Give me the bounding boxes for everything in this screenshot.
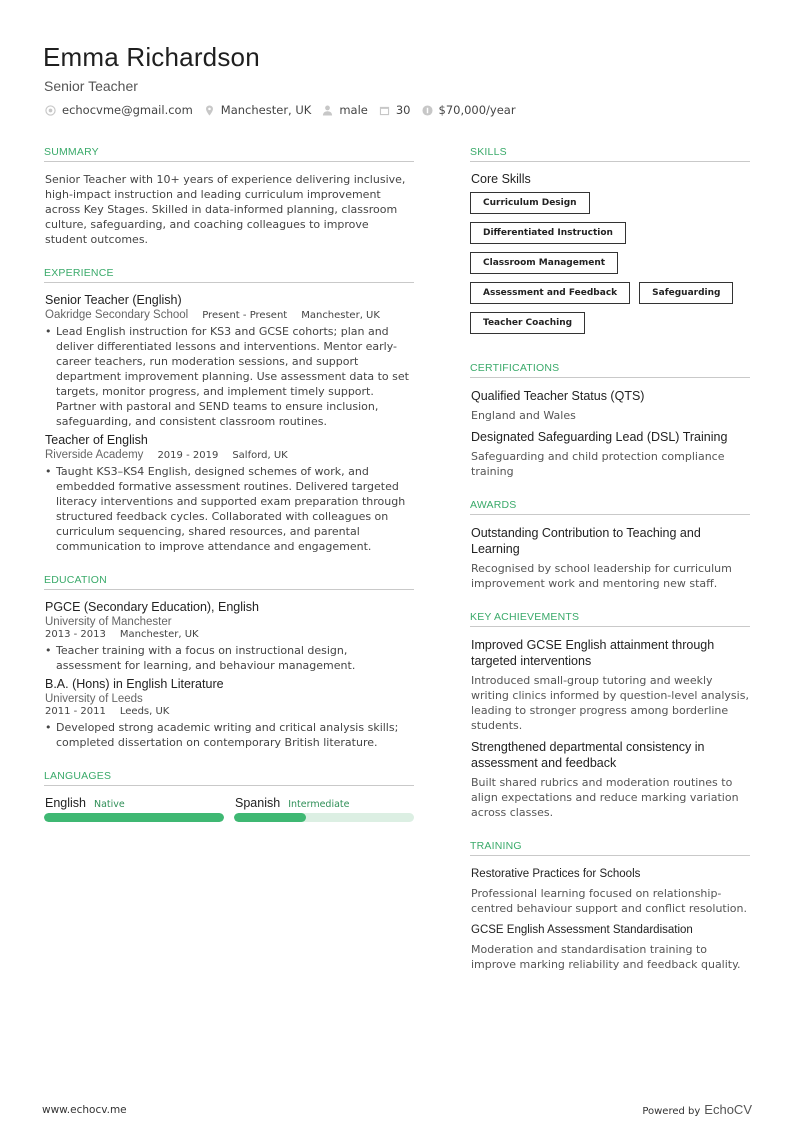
training-heading: TRAINING bbox=[470, 840, 750, 856]
experience-item bbox=[44, 433, 414, 554]
footer-website-link[interactable]: www.echocv.me bbox=[42, 1104, 127, 1116]
education-degree: B.A. (Hons) in English Literature bbox=[45, 677, 224, 691]
salary-coin-icon bbox=[422, 105, 433, 116]
experience-org: Oakridge Secondary School bbox=[45, 309, 189, 321]
job-title: Senior Teacher bbox=[44, 78, 138, 94]
education-item bbox=[44, 677, 414, 750]
skill-chip: Teacher Coaching bbox=[470, 312, 585, 334]
experience-location: Salford, UK bbox=[232, 450, 288, 461]
experience-bullet bbox=[45, 464, 413, 554]
experience-role: Senior Teacher (English) bbox=[45, 293, 182, 307]
award-title: Outstanding Contribution to Teaching and Learning bbox=[471, 526, 701, 556]
experience-bullet-text: Taught KS3–KS4 English, designed schemes of work, and embedded formative assessment routines. Delivered targeted literacy interventions and supported exam preparation through structured feedback cycles. Collaborated with colleagues on curriculum sequencing, shared resources, and parental communication to improve attendance and engagement. bbox=[56, 465, 406, 553]
training-desc: Professional learning focused on relationship-centred behaviour support and conflict resolution. bbox=[471, 887, 747, 915]
education-bullet-text: Developed strong academic writing and critical analysis skills; completed dissertation on contemporary British literature. bbox=[56, 721, 399, 749]
contact-salary bbox=[422, 103, 516, 117]
experience-dates: 2019 - 2019 bbox=[157, 450, 219, 461]
certifications-section bbox=[470, 362, 750, 479]
education-bullet bbox=[45, 720, 413, 750]
education-dates: 2013 - 2013 bbox=[45, 629, 106, 640]
achievement-title: Strengthened departmental consistency in assessment and feedback bbox=[471, 740, 705, 770]
contact-salary-text: $70,000/year bbox=[438, 103, 516, 117]
contact-age-text: 30 bbox=[395, 103, 411, 117]
education-meta bbox=[45, 706, 413, 717]
education-item bbox=[44, 600, 414, 673]
languages-heading: LANGUAGES bbox=[44, 770, 414, 786]
contact-email-text: echocvme@gmail.com bbox=[62, 103, 193, 117]
achievements-section bbox=[470, 611, 750, 820]
language-name: English bbox=[45, 796, 86, 810]
certification-desc: Safeguarding and child protection compliance training bbox=[471, 450, 725, 478]
experience-bullet-text: Lead English instruction for KS3 and GCSE cohorts; plan and deliver differentiated lessons and interventions. Mentor early-career teachers, run moderation sessions, and support department improvement planning. Use assessment data to set targets, monitor progress, and implement timely support. Partner with pastoral and SEND teams to ensure inclusion, safeguarding, and consistent classroom routines. bbox=[56, 325, 409, 428]
experience-bullet bbox=[45, 324, 413, 429]
skill-chip: Assessment and Feedback bbox=[470, 282, 630, 304]
bullet-dot-icon: • bbox=[45, 325, 52, 338]
language-level: Intermediate bbox=[288, 799, 350, 810]
education-meta bbox=[45, 629, 413, 640]
contact-bar bbox=[45, 103, 527, 117]
skill-group-title: Core Skills bbox=[471, 172, 531, 186]
experience-meta bbox=[45, 309, 413, 321]
contact-gender bbox=[322, 103, 368, 117]
experience-location: Manchester, UK bbox=[301, 310, 380, 321]
experience-item bbox=[44, 293, 414, 429]
language-name: Spanish bbox=[235, 796, 281, 810]
left-column bbox=[44, 146, 414, 842]
experience-section bbox=[44, 267, 414, 554]
award-desc: Recognised by school leadership for curriculum improvement work and mentoring new staff. bbox=[471, 562, 732, 590]
language-proficiency-fill bbox=[234, 813, 306, 822]
skills-section bbox=[470, 146, 750, 342]
summary-text: Senior Teacher with 10+ years of experience delivering inclusive, high-impact instruction and leading curriculum improvement across Key Stages. Skilled in data-informed planning, classroom culture, safeguarding, and coaching colleagues to improve student outcomes. bbox=[45, 173, 406, 246]
education-section bbox=[44, 574, 414, 750]
person-icon bbox=[322, 105, 333, 116]
languages-section bbox=[44, 770, 414, 822]
language-proficiency-bar bbox=[44, 813, 224, 822]
skill-chips bbox=[470, 192, 750, 342]
education-location: Leeds, UK bbox=[119, 706, 170, 717]
email-icon bbox=[45, 105, 56, 116]
bullet-dot-icon: • bbox=[45, 644, 52, 657]
training-title: Restorative Practices for Schools bbox=[471, 868, 641, 880]
language-header bbox=[234, 796, 414, 810]
candidate-name: Emma Richardson bbox=[43, 42, 260, 72]
skill-chip: Classroom Management bbox=[470, 252, 618, 274]
experience-role: Teacher of English bbox=[45, 433, 148, 447]
certifications-heading: CERTIFICATIONS bbox=[470, 362, 750, 378]
language-item bbox=[44, 796, 224, 822]
education-institution: University of Leeds bbox=[45, 693, 143, 705]
awards-heading: AWARDS bbox=[470, 499, 750, 515]
achievement-title: Improved GCSE English attainment through targeted interventions bbox=[471, 638, 715, 668]
contact-gender-text: male bbox=[339, 103, 368, 117]
achievement-desc: Introduced small-group tutoring and weekly writing clinics informed by question-level analysis, leading to stronger progress among borderline students. bbox=[471, 674, 749, 732]
skills-heading: SKILLS bbox=[470, 146, 750, 162]
skill-chip: Differentiated Instruction bbox=[470, 222, 626, 244]
certification-desc: England and Wales bbox=[471, 409, 576, 422]
contact-location-text: Manchester, UK bbox=[220, 103, 312, 117]
calendar-icon bbox=[379, 105, 390, 116]
certification-title: Designated Safeguarding Lead (DSL) Training bbox=[471, 430, 728, 444]
skill-chip: Curriculum Design bbox=[470, 192, 590, 214]
education-location: Manchester, UK bbox=[119, 629, 199, 640]
education-bullet-text: Teacher training with a focus on instructional design, assessment for learning, and behaviour management. bbox=[56, 644, 356, 672]
achievements-heading: KEY ACHIEVEMENTS bbox=[470, 611, 750, 627]
bullet-dot-icon: • bbox=[45, 465, 52, 478]
experience-org: Riverside Academy bbox=[45, 449, 144, 461]
language-proficiency-fill bbox=[44, 813, 224, 822]
skill-chip: Safeguarding bbox=[639, 282, 733, 304]
language-item bbox=[234, 796, 414, 822]
education-dates: 2011 - 2011 bbox=[45, 706, 106, 717]
language-header bbox=[44, 796, 224, 810]
awards-section bbox=[470, 499, 750, 591]
education-heading: EDUCATION bbox=[44, 574, 414, 590]
certification-title: Qualified Teacher Status (QTS) bbox=[471, 389, 645, 403]
achievement-desc: Built shared rubrics and moderation routines to align expectations and reduce marking variation across classes. bbox=[471, 776, 739, 819]
experience-meta bbox=[45, 449, 413, 461]
powered-by-label: Powered by bbox=[642, 1106, 701, 1117]
summary-heading: SUMMARY bbox=[44, 146, 414, 162]
right-column bbox=[470, 146, 750, 992]
training-desc: Moderation and standardisation training to improve marking reliability and feedback quality. bbox=[471, 943, 741, 971]
education-institution: University of Manchester bbox=[45, 616, 172, 628]
language-proficiency-bar bbox=[234, 813, 414, 822]
experience-dates: Present - Present bbox=[202, 310, 288, 321]
footer-powered-by bbox=[642, 1102, 752, 1117]
bullet-dot-icon: • bbox=[45, 721, 52, 734]
contact-location bbox=[204, 103, 312, 117]
languages-list bbox=[44, 796, 414, 822]
training-section bbox=[470, 840, 750, 972]
education-bullet bbox=[45, 643, 413, 673]
contact-age bbox=[379, 103, 411, 117]
language-level: Native bbox=[94, 799, 125, 810]
brand-logo-link[interactable]: EchoCV bbox=[704, 1102, 752, 1117]
contact-email[interactable] bbox=[45, 103, 193, 117]
education-degree: PGCE (Secondary Education), English bbox=[45, 600, 259, 614]
location-pin-icon bbox=[204, 105, 215, 116]
training-title: GCSE English Assessment Standardisation bbox=[471, 924, 693, 936]
summary-section bbox=[44, 146, 414, 247]
experience-heading: EXPERIENCE bbox=[44, 267, 414, 283]
